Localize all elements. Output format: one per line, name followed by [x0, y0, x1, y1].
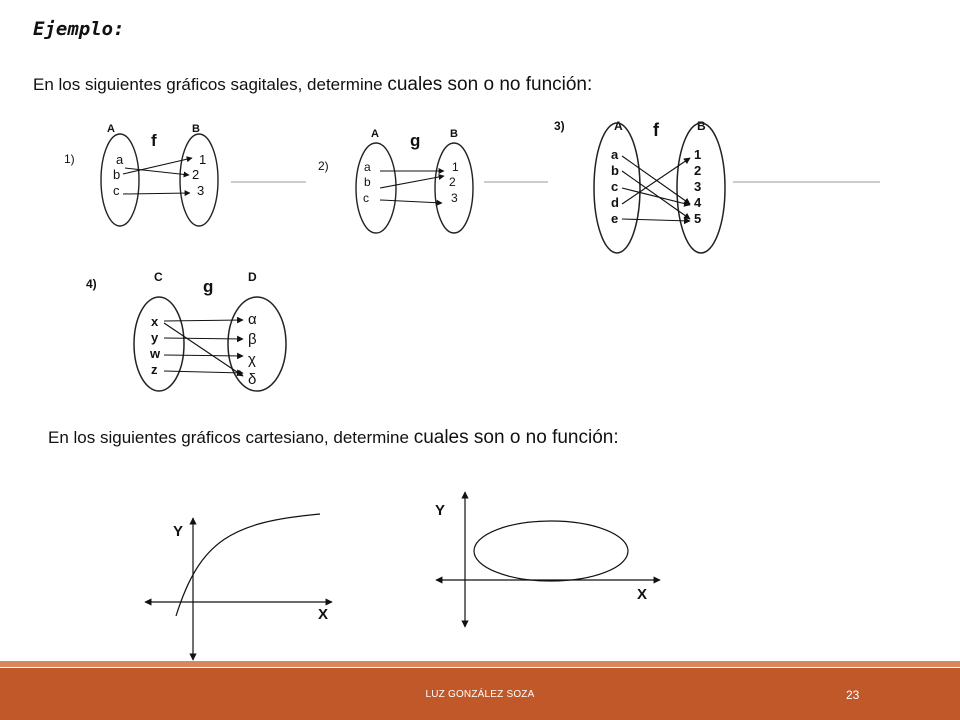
- diagram-4-set-b-name: D: [248, 270, 257, 284]
- diagram-4-arrow-x2: [164, 323, 243, 376]
- diagram-1-elem-2: 2: [192, 167, 200, 182]
- diagram-1-arrow-c: [123, 193, 190, 194]
- diagram-4-set-a-name: C: [154, 270, 163, 284]
- diagram-3-set-a-name: A: [614, 119, 623, 133]
- cartesian-prompt-lead: En los siguientes gráficos cartesiano, determine: [48, 428, 414, 447]
- diagram-4-arrow-y: [164, 338, 243, 339]
- diagram-2-set-a-name: A: [371, 128, 379, 140]
- diagram-2-arrow-c: [380, 200, 442, 203]
- sagital-diagram-2: [318, 128, 473, 233]
- diagram-2-set-a-oval: [356, 143, 396, 233]
- sagital-prompt-lead: En los siguientes gráficos sagitales, determine: [33, 75, 388, 94]
- diagram-2-elem-1: 1: [452, 160, 459, 174]
- diagram-4-set-b-oval: [228, 297, 286, 391]
- graph-2-x-label: X: [637, 586, 648, 603]
- slide-heading: Ejemplo:: [33, 18, 125, 40]
- graph-1-curve: [176, 514, 320, 616]
- diagram-4-elem-y: y: [151, 330, 159, 345]
- diagram-4-arrow-w: [164, 355, 243, 356]
- footer-accent-line: [0, 661, 960, 667]
- diagram-2-elem-b: b: [364, 175, 371, 189]
- footer-page-number: 23: [846, 688, 860, 702]
- diagram-1-elem-a: a: [116, 152, 124, 167]
- diagram-2-elem-c: c: [363, 191, 369, 205]
- diagram-1-elem-3: 3: [197, 183, 205, 198]
- sagital-diagram-3: [554, 119, 725, 253]
- diagram-3-elem-a: a: [611, 147, 619, 162]
- diagram-4-elem-chi: χ: [248, 351, 256, 368]
- diagram-3-elem-1: 1: [694, 147, 702, 162]
- diagram-2-function-name: g: [410, 131, 421, 150]
- diagram-3-number: 3): [554, 119, 565, 133]
- diagram-4-function-name: g: [203, 277, 214, 296]
- sagital-diagram-1: [64, 123, 218, 226]
- diagram-1-elem-1: 1: [199, 152, 207, 167]
- cartesian-graph-1: [145, 514, 332, 660]
- diagram-3-function-name: f: [653, 120, 659, 140]
- diagram-1-elem-c: c: [113, 183, 120, 198]
- diagram-2-number: 2): [318, 159, 329, 173]
- diagram-3-elem-5: 5: [694, 211, 702, 226]
- diagram-3-arrow-b: [622, 171, 690, 219]
- diagram-1-function-name: f: [151, 131, 157, 150]
- diagram-3-elem-b: b: [611, 163, 619, 178]
- diagram-3-elem-3: 3: [694, 179, 702, 194]
- sagital-diagram-4: [86, 270, 286, 391]
- footer-author: LUZ GONZÁLEZ SOZA: [425, 689, 535, 700]
- diagram-1-set-b-name: B: [192, 123, 200, 135]
- diagram-4-elem-delta: δ: [248, 371, 257, 388]
- diagram-3-elem-4: 4: [694, 195, 702, 210]
- diagram-4-elem-w: w: [150, 346, 161, 361]
- cartesian-prompt-tail: cuales son o no función:: [413, 427, 619, 448]
- diagram-4-elem-alpha: α: [248, 311, 257, 328]
- cartesian-graph-2: [435, 492, 660, 627]
- diagram-1-elem-b: b: [113, 167, 121, 182]
- graph-2-y-label: Y: [435, 502, 446, 519]
- diagram-2-elem-2: 2: [449, 175, 456, 189]
- diagram-4-elem-x: x: [151, 314, 159, 329]
- graph-2-ellipse: [474, 521, 628, 581]
- diagram-4-elem-z: z: [151, 362, 158, 377]
- graph-1-x-label: X: [318, 606, 329, 623]
- diagram-1-set-a-name: A: [107, 123, 115, 135]
- diagram-4-number: 4): [86, 277, 97, 291]
- diagram-3-elem-d: d: [611, 195, 619, 210]
- diagram-3-set-b-name: B: [697, 119, 706, 133]
- diagram-2-elem-3: 3: [451, 191, 458, 205]
- diagram-1-number: 1): [64, 152, 75, 166]
- diagram-2-set-b-name: B: [450, 128, 458, 140]
- diagram-4-arrow-z: [164, 371, 243, 373]
- diagram-4-elem-beta: β: [248, 331, 257, 348]
- diagram-3-elem-e: e: [611, 211, 619, 226]
- diagram-3-elem-2: 2: [694, 163, 702, 178]
- diagram-3-elem-c: c: [611, 179, 619, 194]
- diagram-2-elem-a: a: [364, 160, 371, 174]
- diagram-4-set-a-oval: [134, 297, 184, 391]
- graph-1-y-label: Y: [173, 523, 184, 540]
- sagital-prompt-tail: cuales son o no función:: [387, 74, 593, 95]
